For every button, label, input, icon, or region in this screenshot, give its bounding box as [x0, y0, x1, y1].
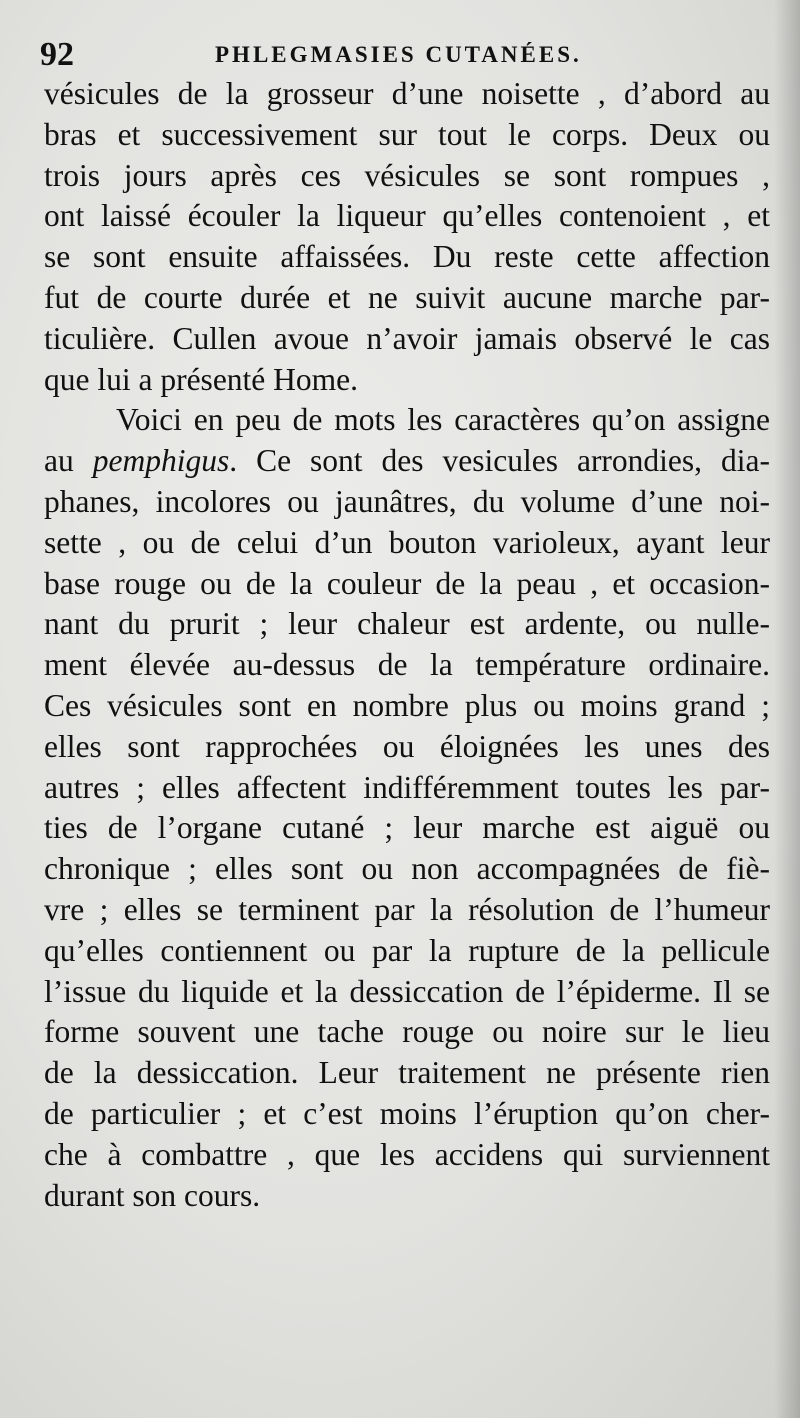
text-line: che à combattre , que les accidens qui surviennent: [44, 1136, 770, 1172]
text-line: de la dessiccation. Leur traitement ne présente rien: [44, 1055, 770, 1091]
text-line: autres ; elles affectent indifféremment toutes les par-: [44, 769, 770, 805]
text-line: se sont ensuite affaissées. Du reste cette affection: [44, 239, 770, 275]
body-text: [44, 74, 770, 1216]
text-line: phanes, incolores ou jaunâtres, du volume d’une noi-: [44, 483, 770, 519]
text-line: qu’elles contiennent ou par la rupture de la pellicule: [44, 932, 770, 968]
text-line: ties de l’organe cutané ; leur marche est aiguë ou: [44, 810, 770, 846]
text-line: l’issue du liquide et la dessiccation de l’épiderme. Il se: [44, 973, 770, 1009]
page-gutter-shadow: [774, 0, 800, 1418]
text-line: ticulière. Cullen avoue n’avoir jamais observé le cas: [44, 320, 770, 356]
line-suffix: . Ce sont des vesicules arrondies, dia-: [229, 443, 770, 479]
running-head: PHLEGMASIES CUTANÉES.: [215, 42, 582, 67]
text-line: trois jours après ces vésicules se sont rompues ,: [44, 157, 770, 193]
text-line: sette , ou de celui d’un bouton varioleux, ayant leur: [44, 524, 770, 560]
text-line: base rouge ou de la couleur de la peau , et occasion-: [44, 565, 770, 601]
text-line: vre ; elles se terminent par la résolution de l’humeur: [44, 891, 770, 927]
text-line: bras et successivement sur tout le corps. Deux ou: [44, 116, 770, 152]
text-line: forme souvent une tache rouge ou noire sur le lieu: [44, 1014, 770, 1050]
paragraph-end-line: que lui a présenté Home.: [44, 361, 359, 397]
page-number: 92: [40, 36, 74, 73]
text-line: vésicules de la grosseur d’une noisette , d’abord au: [44, 76, 770, 111]
paragraph-end-line: durant son cours.: [44, 1177, 261, 1213]
text-line: ont laissé écouler la liqueur qu’elles contenoient , et: [44, 198, 770, 234]
text-line: fut de courte durée et ne suivit aucune marche par-: [44, 279, 770, 315]
text-line-with-italic: [44, 441, 770, 482]
text-line: nant du prurit ; leur chaleur est ardente, ou nulle-: [44, 606, 770, 642]
text-line: Ces vésicules sont en nombre plus ou moins grand ;: [44, 687, 770, 723]
text-line: de particulier ; et c’est moins l’éruption qu’on cher-: [44, 1095, 770, 1131]
text-line: chronique ; elles sont ou non accompagnées de fiè-: [44, 851, 770, 887]
paragraph-start-line: Voici en peu de mots les caractères qu’on assigne: [116, 402, 770, 438]
line-prefix: au: [44, 443, 93, 479]
text-line: ment élevée au-dessus de la température ordinaire.: [44, 647, 770, 683]
italic-term: pemphigus: [92, 443, 230, 479]
text-line: elles sont rapprochées ou éloignées les unes des: [44, 728, 770, 764]
